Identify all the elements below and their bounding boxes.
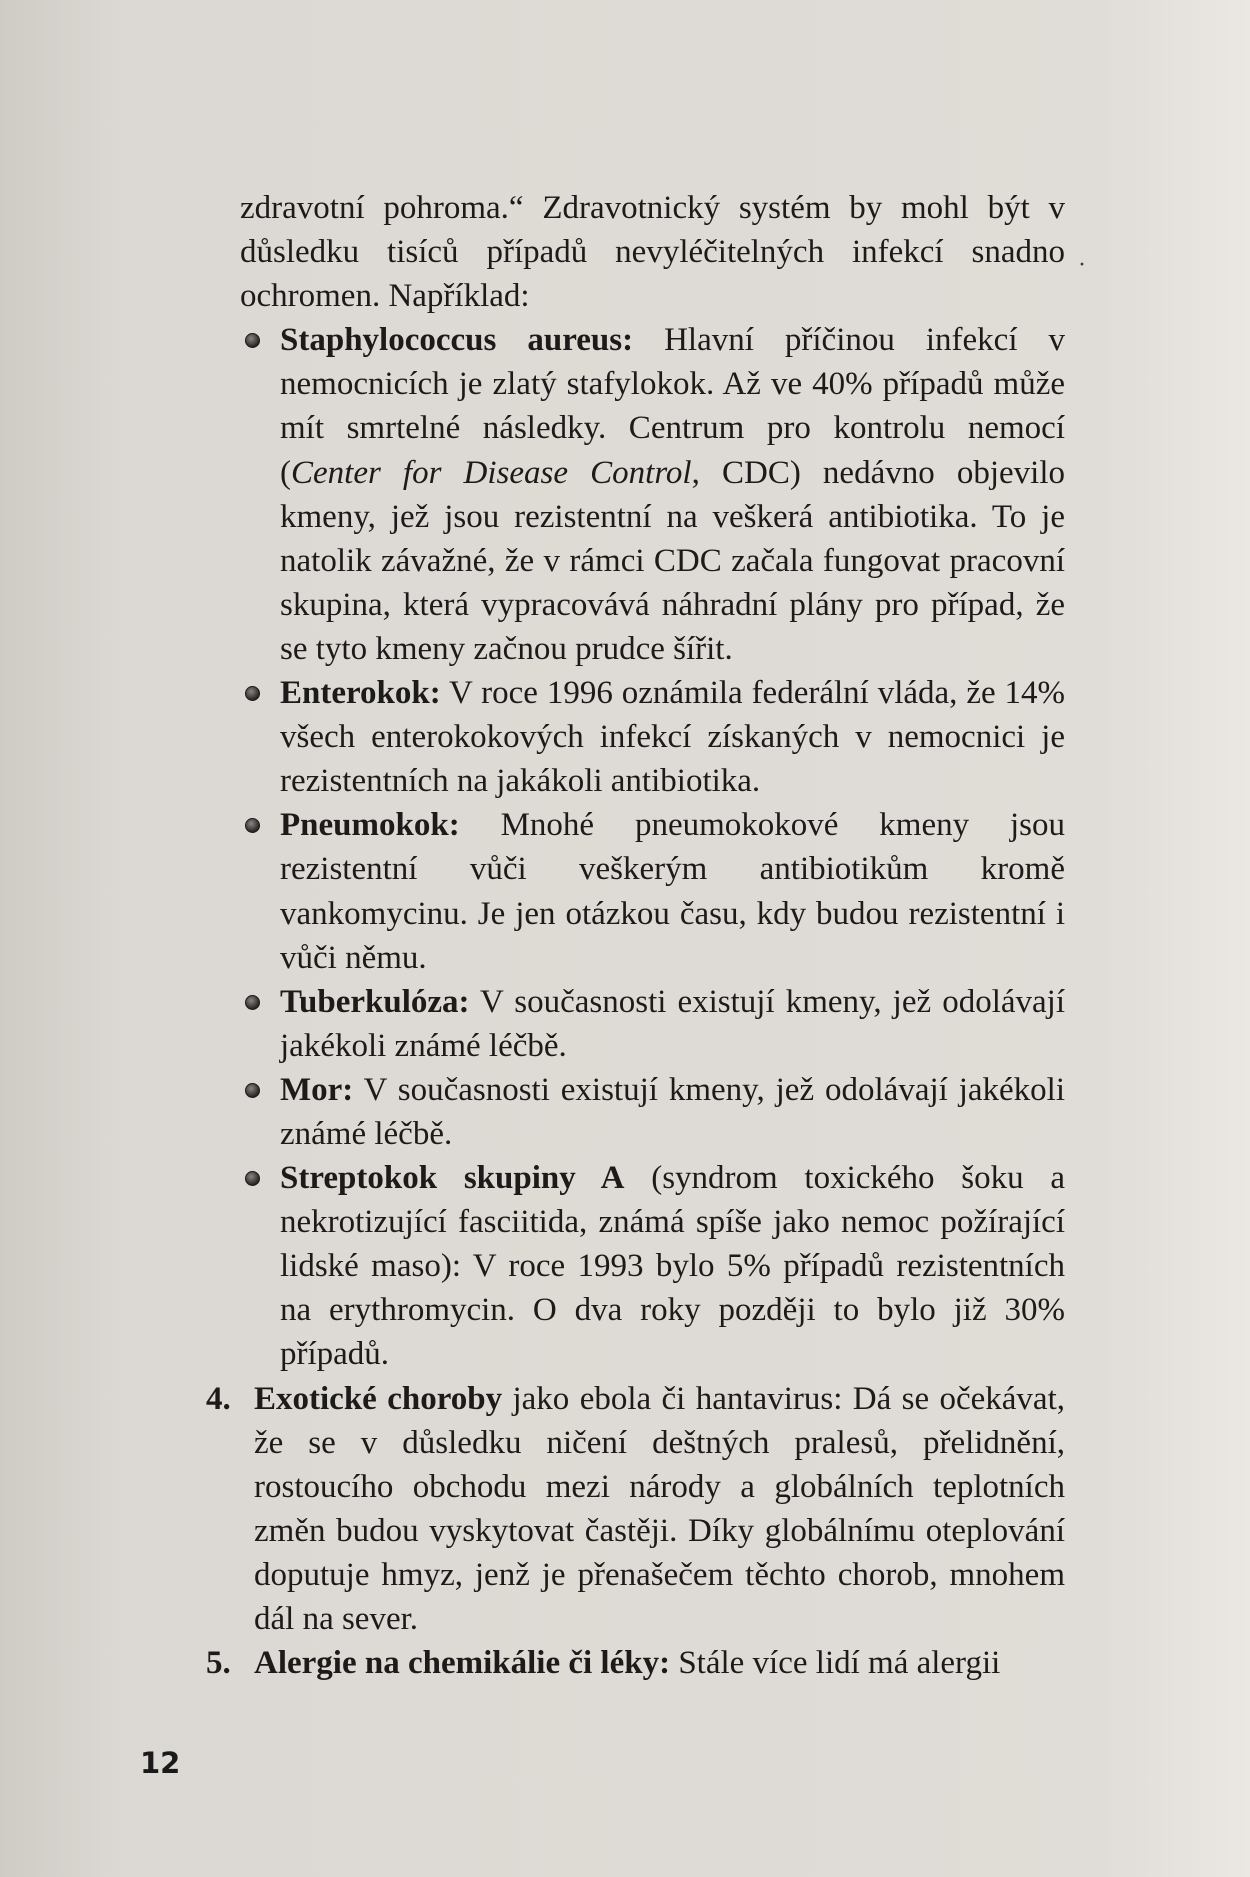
bullet-icon	[245, 995, 260, 1010]
item-text: Stále více lidí má alergii	[670, 1645, 1001, 1682]
bullet-term: Tuberkulóza:	[280, 983, 470, 1020]
bullet-text: V současnosti existují kmeny, jež odolávají jakékoli známé léčbě.	[280, 983, 1065, 1064]
bullet-text: Hlavní příčinou infekcí v nemocnicích je zlatý stafylokok. Až ve 40% případů může mít smrtelné následky. Centrum pro kontrolu nemocí (	[280, 322, 1065, 491]
item-term: Alergie na chemikálie či léky:	[254, 1645, 671, 1682]
intro-paragraph: zdravotní pohroma.“ Zdravotnický systém by mohl být v důsledku tisíců případů nevyléčitelných infekcí snadno ochromen. Například:	[240, 190, 1065, 315]
bullet-term: Staphylococcus aureus:	[280, 322, 634, 359]
item-text: jako ebola či hantavirus: Dá se očekávat, že se v důsledku ničení deštných pralesů, přelidnění, rostoucího obchodu mezi národy a globálních teplotních změn budou vyskytovat častěji. Díky globálnímu oteplování doputuje hmyz, jenž je přenašečem těchto chorob, mnohem dál na sever.	[254, 1380, 1065, 1637]
bullet-icon	[245, 1083, 260, 1098]
bullet-icon	[245, 333, 260, 348]
bullet-item-staphylococcus	[240, 318, 1065, 671]
page-number: 12	[140, 1746, 181, 1780]
body-text	[206, 186, 1065, 1685]
bullet-item-enterokok	[240, 671, 1065, 803]
margin-mark: ·	[1078, 252, 1086, 278]
bullet-text: V roce 1996 oznámila federální vláda, že 14% všech enterokokových infekcí získaných v nemocnici je rezistentních na jakákoli antibiotika.	[280, 675, 1065, 800]
bullet-text: Mnohé pneumokokové kmeny jsou rezistentní vůči veškerým antibiotikům kromě vankomycinu. Je jen otázkou času, kdy budou rezistentní i vůči němu.	[280, 807, 1065, 976]
bullet-italic-text: Center for Disease Control	[291, 454, 692, 491]
bullet-item-tuberkuloza	[240, 980, 1065, 1068]
numbered-item-alergie	[206, 1641, 1065, 1685]
bullet-icon	[245, 1171, 260, 1186]
bullet-item-mor	[240, 1068, 1065, 1156]
bullet-list	[240, 318, 1065, 1376]
bullet-item-streptokok	[240, 1156, 1065, 1376]
item-number: 4.	[206, 1380, 231, 1417]
item-term: Exotické choroby	[254, 1380, 503, 1417]
bullet-icon	[245, 818, 260, 833]
bullet-term: Pneumokok:	[280, 807, 460, 844]
bullet-term: Enterokok:	[280, 675, 441, 712]
bullet-text: (syndrom toxického šoku a nekrotizující fasciitida, známá spíše jako nemoc požírající lidské maso): V roce 1993 bylo 5% případů rezistentních na erythromycin. O dva roky později to bylo již 30% případů.	[280, 1160, 1065, 1373]
numbered-list	[206, 1377, 1065, 1686]
bullet-item-pneumokok	[240, 803, 1065, 979]
bullet-term: Mor:	[280, 1071, 354, 1108]
bullet-text: V současnosti existují kmeny, jež odolávají jakékoli známé léčbě.	[280, 1071, 1065, 1152]
numbered-item-exoticke-choroby	[206, 1377, 1065, 1642]
bullet-icon	[245, 686, 260, 701]
item-number: 5.	[206, 1645, 231, 1682]
bullet-term: Streptokok skupiny A	[280, 1160, 625, 1197]
bullet-text: , CDC) nedávno objevilo kmeny, jež jsou rezistentní na veškerá antibiotika. To je natolik závažné, že v rámci CDC začala fungovat pracovní skupina, která vypracovává náhradní plány pro případ, že se tyto kmeny začnou prudce šířit.	[280, 454, 1065, 667]
